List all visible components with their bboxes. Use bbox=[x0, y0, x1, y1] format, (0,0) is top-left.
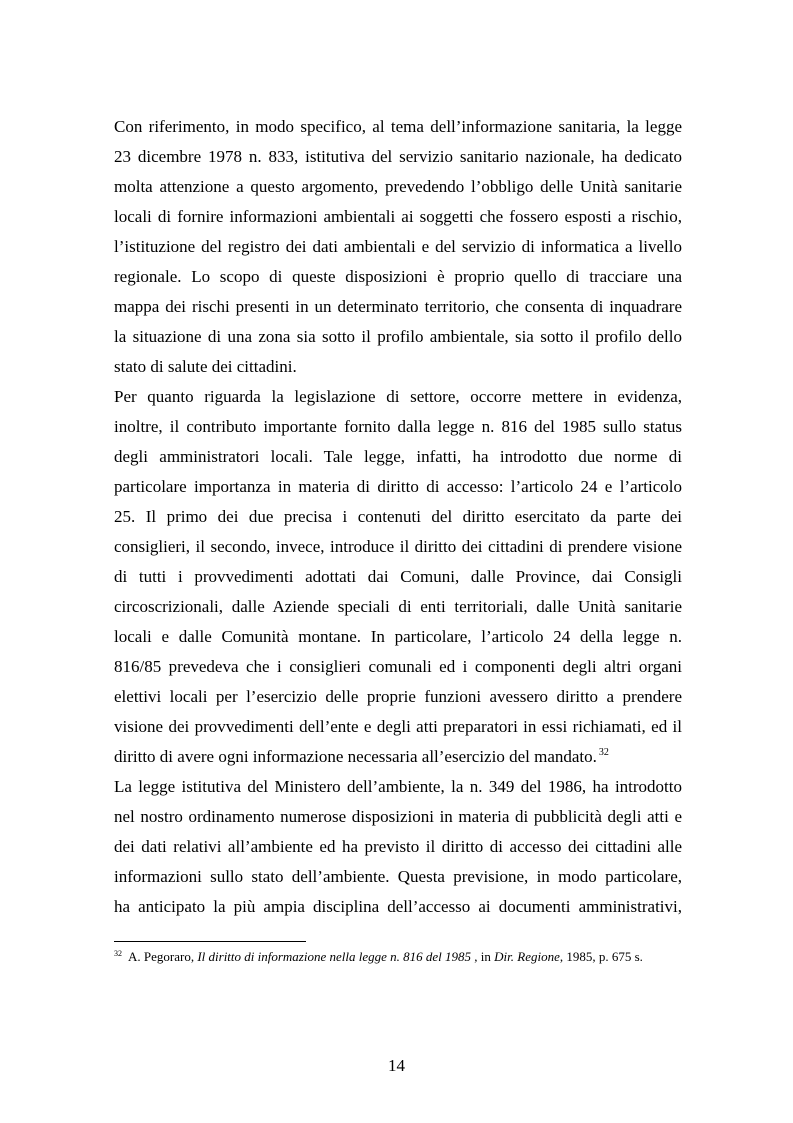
text-line: molta attenzione a questo argomento, prevedendo l’obbligo delle Unità sanitarie bbox=[114, 177, 682, 196]
text-line: la situazione di una zona sia sotto il profilo ambientale, sia sotto il profilo dello bbox=[114, 327, 682, 346]
text-line: circoscrizionali, dalle Aziende speciali di enti territoriali, dalle Unità sanitarie bbox=[114, 597, 682, 616]
footnote-number: 32 bbox=[114, 949, 122, 958]
text-line: dei dati relativi all’ambiente ed ha previsto il diritto di accesso dei cittadini alle bbox=[114, 837, 682, 856]
text-line: locali di fornire informazioni ambientali ai soggetti che fossero esposti a rischio, bbox=[114, 207, 682, 226]
text-line: degli amministratori locali. Tale legge, infatti, ha introdotto due norme di bbox=[114, 447, 682, 466]
text-line: Con riferimento, in modo specifico, al tema dell’informazione sanitaria, la legge bbox=[114, 117, 682, 136]
text-line: 816/85 prevedeva che i consiglieri comunali ed i componenti degli altri organi bbox=[114, 657, 682, 676]
text-line: l’istituzione del registro dei dati ambientali e del servizio di informatica a livello bbox=[114, 237, 682, 256]
text-line: di tutti i provvedimenti adottati dai Comuni, dalle Province, dai Consigli bbox=[114, 567, 682, 586]
page-number: 14 bbox=[388, 1056, 405, 1075]
text-line: visione dei provvedimenti dell’ente e degli atti preparatori in essi richiamati, ed il bbox=[114, 717, 682, 736]
footnote-journal: Dir. Regione bbox=[494, 949, 560, 964]
text-line: elettivi locali per l’esercizio delle proprie funzioni avessero diritto a prendere bbox=[114, 687, 682, 706]
text-line: inoltre, il contributo importante fornito dalla legge n. 816 del 1985 sullo status bbox=[114, 417, 682, 436]
body-text bbox=[114, 112, 682, 922]
text-line: particolare importanza in materia di diritto di accesso: l’articolo 24 e l’articolo bbox=[114, 477, 682, 496]
text-line-with-footnote bbox=[114, 742, 682, 772]
text-line: stato di salute dei cittadini. bbox=[114, 357, 297, 376]
text-line: La legge istitutiva del Ministero dell’ambiente, la n. 349 del 1986, ha introdotto bbox=[114, 777, 682, 796]
footnote-divider bbox=[114, 941, 306, 942]
text-line: consiglieri, il secondo, invece, introduce il diritto dei cittadini di prendere visione bbox=[114, 537, 682, 556]
text-line: mappa dei rischi presenti in un determinato territorio, che consenta di inquadrare bbox=[114, 297, 682, 316]
text-line: informazioni sullo stato dell’ambiente. Questa previsione, in modo particolare, bbox=[114, 867, 682, 886]
text-line: 23 dicembre 1978 n. 833, istitutiva del servizio sanitario nazionale, ha dedicato bbox=[114, 147, 682, 166]
footnote-separator: , in bbox=[471, 949, 495, 964]
text-line: nel nostro ordinamento numerose disposizioni in materia di pubblicità degli atti e bbox=[114, 807, 682, 826]
text-line: locali e dalle Comunità montane. In particolare, l’articolo 24 della legge n. bbox=[114, 627, 682, 646]
text-line: 25. Il primo dei due precisa i contenuti del diritto esercitato da parte dei bbox=[114, 507, 682, 526]
footnote-reference[interactable]: 32 bbox=[598, 747, 609, 758]
footnote-tail: , 1985, p. 675 s. bbox=[559, 949, 643, 964]
text-line: Per quanto riguarda la legislazione di settore, occorre mettere in evidenza, bbox=[114, 387, 682, 406]
footnote-author: A. Pegoraro, bbox=[128, 949, 195, 964]
text-line: ha anticipato la più ampia disciplina dell’accesso ai documenti amministrativi, bbox=[114, 897, 682, 916]
footnote bbox=[114, 948, 694, 968]
footnote-title: Il diritto di informazione nella legge n. 816 del 1985 bbox=[197, 949, 472, 964]
text-line: regionale. Lo scopo di queste disposizioni è proprio quello di tracciare una bbox=[114, 267, 682, 286]
text-line: diritto di avere ogni informazione necessaria all’esercizio del mandato. bbox=[114, 747, 597, 766]
